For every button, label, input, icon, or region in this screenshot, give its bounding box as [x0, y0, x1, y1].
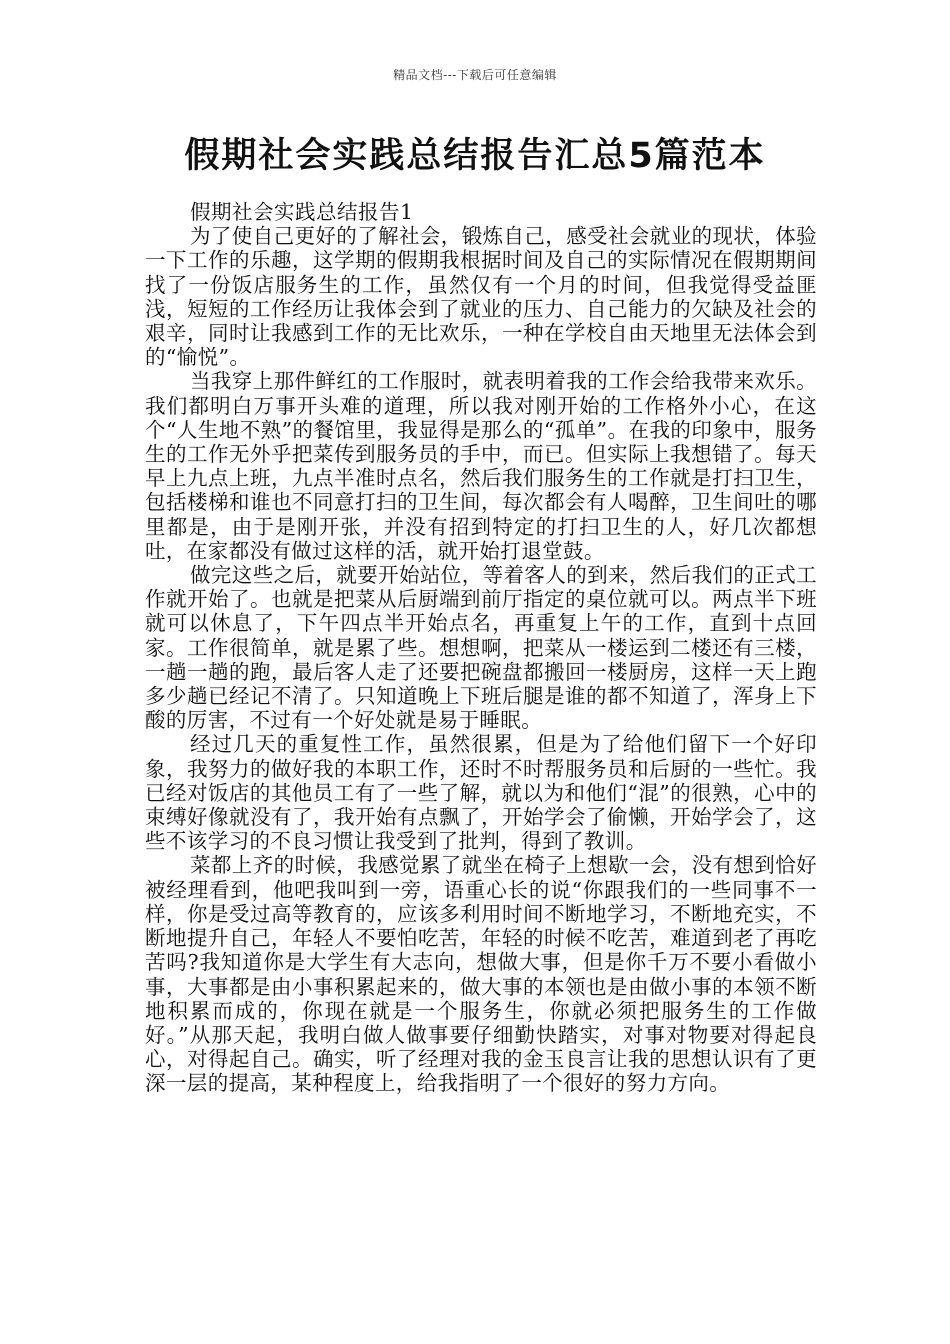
paragraph-4: 经过几天的重复性工作，虽然很累，但是为了给他们留下一个好印象，我努力的做好我的本职工作，还时不时帮服务员和后厨的一些忙。我已经对饭店的其他员工有了一些了解，就以为和他们“混”的很熟，心中的束缚好像就没有了，我开始有点飘了，开始学会了偷懒，开始学会了，这些不该学习的不良习惯让我受到了批判，得到了教训。	[145, 732, 817, 854]
paragraph-3: 做完这些之后，就要开始站位，等着客人的到来，然后我们的正式工作就开始了。也就是把菜从后厨端到前厅指定的桌位就可以。两点半下班就可以休息了，下午四点半开始点名，再重复上午的工作，直到十点回家。工作很简单，就是累了些。想想啊，把菜从一楼运到二楼还有三楼，一趟一趟的跑，最后客人走了还要把碗盘都搬回一楼厨房，这样一天上跑多少趟已经记不清了。只知道晚上下班后腿是谁的都不知道了，浑身上下酸的厉害，不过有一个好处就是易于睡眠。	[145, 563, 817, 733]
header-note: 精品文档---下载后可任意编辑	[393, 68, 557, 82]
page-title: 假期社会实践总结报告汇总5篇范本	[184, 136, 766, 176]
paragraph-5: 菜都上齐的时候，我感觉累了就坐在椅子上想歇一会，没有想到恰好被经理看到，他吧我叫到一旁，语重心长的说“你跟我们的一些同事不一样，你是受过高等教育的，应该多利用时间不断地学习，不断地充实，不断地提升自己，年轻人不要怕吃苦，年轻的时候不吃苦，难道到老了再吃苦吗?我知道你是大学生有大志向，想做大事，但是你千万不要小看做小事，大事都是由小事积累起来的，做大事的本领也是由做小事的本领不断地积累而成的，你现在就是一个服务生，你就必须把服务生的工作做好。”从那天起，我明白做人做事要仔细勤快踏实，对事对物要对得起良心，对得起自己。确实，听了经理对我的金玉良言让我的思想认识有了更深一层的提高，某种程度上，给我指明了一个很好的努力方向。	[145, 853, 817, 1096]
paragraph-1: 为了使自己更好的了解社会，锻炼自己，感受社会就业的现状，体验一下工作的乐趣，这学期的假期我根据时间及自己的实际情况在假期期间找了一份饭店服务生的工作，虽然仅有一个月的时间，但我觉得受益匪浅，短短的工作经历让我体会到了就业的压力、自己能力的欠缺及社会的艰辛，同时让我感到工作的无比欢乐，一种在学校自由天地里无法体会到的“愉悦”。	[145, 224, 817, 370]
section-heading: 假期社会实践总结报告1	[190, 200, 414, 224]
paragraph-2: 当我穿上那件鲜红的工作服时，就表明着我的工作会给我带来欢乐。我们都明白万事开头难的道理，所以我对刚开始的工作格外小心，在这个“人生地不熟”的餐馆里，我显得是那么的“孤单”。在我的印象中，服务生的工作无外乎把菜传到服务员的手中，而已。但实际上我想错了。每天早上九点上班，九点半准时点名，然后我们服务生的工作就是打扫卫生，包括楼梯和谁也不同意打扫的卫生间，每次都会有人喝醉，卫生间吐的哪里都是，由于是刚开张，并没有招到特定的打扫卫生的人，好几次都想吐，在家都没有做过这样的活，就开始打退堂鼓。	[145, 369, 817, 563]
document-body	[145, 200, 817, 1096]
